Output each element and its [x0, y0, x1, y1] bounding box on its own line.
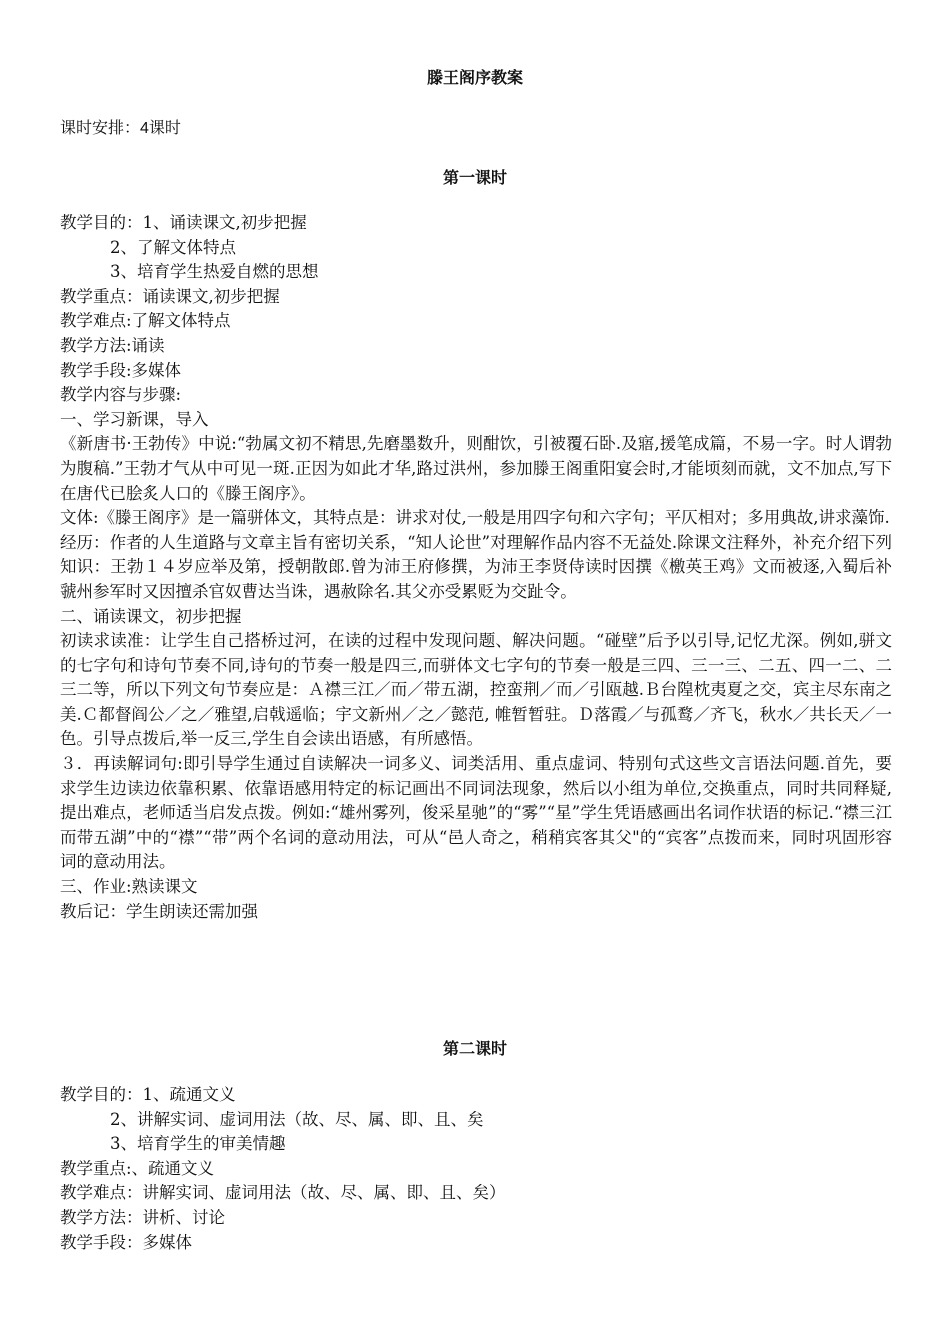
paragraph: 文体:《滕王阁序》是一篇骈体文，其特点是：讲求对仗,一般是用四字句和六字句；平仄相对；多用典故,讲求藻饰. — [60, 508, 890, 528]
lesson1-body — [60, 211, 892, 924]
paragraph: 三、作业:熟读课文 — [60, 877, 198, 897]
paragraph: 教后记：学生朗读还需加强 — [60, 901, 258, 921]
paragraph: 《新唐书·王勃传》中说:“勃属文初不精思,先磨墨数升，则酣饮，引被覆石卧.及寤,援笔成篇，不易一字。时人谓勃为腹稿.”王勃才气从中可见一斑.正因为如此才华,路过洪州，参加滕王阁重阳宴会时,才能顷刻而就，文不加点,写下在唐代已脍炙人口的《滕王阁序》。 — [60, 434, 892, 503]
paragraph: 教学目的：1、诵读课文,初步把握 — [60, 213, 307, 232]
lesson2-body — [60, 1083, 892, 1255]
paragraph: ３．再读解词句:即引导学生通过自读解决一词多义、词类活用、重点虚词、特别句式这些文言语法问题.首先，要求学生边读边依靠积累、依靠语感用特定的标记画出不同词法现象，然后以小组为单位,交换重点，同时共同释疑,提出难点，老师适当启发点拨。例如:“雄州雾列，俊采星驰”的“雾”“星”学生凭语感画出名词作状语的标记.“襟三江而带五湖”中的“襟”“带”两个名词的意动用法，可从“邑人奇之，稍稍宾客其父"的“宾客”点拨而来，同时巩固形容词的意动用法。 — [60, 754, 892, 872]
document-title: 滕王阁序教案 — [426, 70, 523, 87]
lesson1-heading: 第一课时 — [442, 170, 507, 187]
paragraph: 2、了解文体特点 — [110, 237, 236, 257]
paragraph: 3、培育学生的审美情趣 — [110, 1134, 286, 1154]
paragraph: 教学方法:诵读 — [60, 335, 165, 355]
paragraph: 2、讲解实词、虚词用法（故、尽、属、即、且、矣 — [110, 1109, 484, 1129]
paragraph: 教学重点:、疏通文义 — [60, 1158, 215, 1178]
paragraph: 教学难点:了解文体特点 — [60, 311, 231, 331]
paragraph: 初读求读准：让学生自己搭桥过河，在读的过程中发现问题、解决问题。“碰壁”后予以引导,记忆尤深。例如,骈文的七字句和诗句节奏不同,诗句的节奏一般是四三,而骈体文七字句的节奏一般是三四、三一三、二五、四一二、二三二等，所以下列文句节奏应是：Ａ襟三江／而／带五湖，控蛮荆／而／引瓯越.Ｂ台隍枕夷夏之交，宾主尽东南之美.Ｃ都督阎公／之／雅望,启戟遥临；宇文新州／之／懿范, 帷暂暂驻。Ｄ落霞／与孤鹜／齐飞，秋水／共长天／一色。引导点拨后,举一反三,学生自会读出语感，有所感悟。 — [60, 631, 892, 749]
paragraph: 教学手段：多媒体 — [60, 1232, 192, 1252]
paragraph: 教学目的：1、疏通文义 — [60, 1085, 236, 1104]
paragraph: 教学难点：讲解实词、虚词用法（故、尽、属、即、且、矣） — [60, 1183, 506, 1203]
paragraph: 经历：作者的人生道路与文章主旨有密切关系，“知人论世”对理解作品内容不无益处.除课文注释外，补充介绍下列知识：王勃１４岁应举及第，授朝散郎.曾为沛王府修撰，为沛王李贤侍读时因撰《檄英王鸡》文而被逐,入蜀后补虢州参军时又因擅杀官奴曹达当诛，遇赦除名.其父亦受累贬为交趾令。 — [60, 532, 892, 601]
paragraph: 一、学习新课，导入 — [60, 409, 209, 429]
paragraph: 教学重点：诵读课文,初步把握 — [60, 286, 280, 306]
paragraph: 教学方法：讲析、讨论 — [60, 1207, 225, 1227]
paragraph: 3、培育学生热爱自燃的思想 — [110, 262, 319, 282]
paragraph: 教学内容与步骤: — [60, 385, 182, 405]
lesson2-heading: 第二课时 — [442, 1041, 507, 1058]
paragraph: 教学手段:多媒体 — [60, 360, 182, 380]
paragraph: 二、诵读课文，初步把握 — [60, 606, 242, 626]
schedule-line: 课时安排：4课时 — [60, 120, 181, 137]
